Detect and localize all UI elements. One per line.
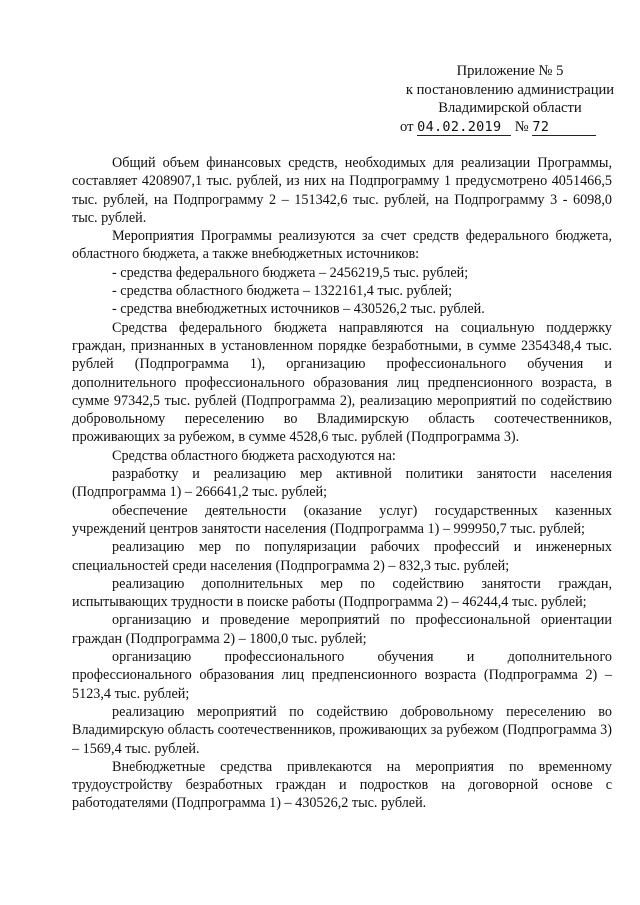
list-item-career-guidance: организацию и проведение мероприятий по профессиональной ориентации граждан (Подпрограмма 2) – 1800,0 тыс. рублей; (72, 612, 612, 647)
list-item-regional: - средства областного бюджета – 1322161,4 тыс. рублей; (112, 283, 453, 300)
paragraph-funding-sources: Мероприятия Программы реализуются за счет средств федерального бюджета, областного бюджета, а также внебюджетных источников: (72, 228, 612, 263)
list-item-preretirement-training: организацию профессионального обучения и дополнительного профессионального образования лиц предпенсионного возраста (Подпрограмма 2) – 5123,4 тыс. рублей; (72, 649, 612, 702)
number-prefix: № (514, 118, 529, 135)
decree-date: 04.02.2019 (417, 120, 511, 136)
paragraph-total-funding: Общий объем финансовых средств, необходимых для реализации Программы, составляет 4208907,1 тыс. рублей, из них на Подпрограмму 1 предусмотрено 4051466,5 тыс. рублей, на Подпрограмму 2 – 151342,6 тыс. рублей, на Подпрограмму 3 - 6098,0 тыс. рублей. (72, 155, 612, 226)
paragraph-extrabudgetary-use: Внебюджетные средства привлекаются на мероприятия по временному трудоустройству безработных граждан и подростков на договорной основе с работодателями (Подпрограмма 1) – 430526,2 тыс. рублей. (72, 758, 612, 812)
appendix-title: Приложение № 5 (456, 63, 564, 79)
decree-number: 72 (532, 120, 596, 136)
list-item-employment-centers: обеспечение деятельности (оказание услуг) государственных казенных учреждений центров занятости населения (Подпрограмма 1) – 999950,7 тыс. рублей; (72, 502, 612, 537)
document-body (72, 154, 612, 813)
appendix-region: Владимирской области (438, 100, 582, 116)
list-item-worker-professions: реализацию мер по популяризации рабочих профессий и инженерных специальностей среди населения (Подпрограмма 2) – 832,3 тыс. рублей; (72, 539, 612, 574)
decree-date-line (400, 118, 620, 137)
paragraph-federal-allocation: Средства федерального бюджета направляются на социальную поддержку граждан, признанных в установленном порядке безработными, в сумме 2354348,4 тыс. рублей (Подпрограмма 1), организацию профессионального обучения и дополнительного профессионального образования лиц предпенсионного возраста, в сумме 97342,5 тыс. рублей (Подпрограмма 2), реализацию мероприятий по содействию добровольному переселению во Владимирскую область соотечественников, проживающих за рубежом, в сумме 4528,6 тыс. рублей (Подпрограмма 3). (72, 319, 612, 446)
list-item-active-policy: разработку и реализацию мер активной политики занятости населения (Подпрограмма 1) – 266641,2 тыс. рублей; (72, 466, 612, 501)
paragraph-regional-intro: Средства областного бюджета расходуются на: (112, 447, 396, 464)
appendix-header (400, 62, 620, 136)
list-item-resettlement: реализацию мероприятий по содействию добровольному переселению во Владимирскую область соотечественников, проживающих за рубежом (Подпрограмма 3) – 1569,4 тыс. рублей. (72, 703, 612, 757)
list-item-additional-measures: реализацию дополнительных мер по содействию занятости граждан, испытывающих трудности в поиске работы (Подпрограмма 2) – 46244,4 тыс. рублей; (72, 575, 612, 611)
list-item-extrabudgetary: - средства внебюджетных источников – 430526,2 тыс. рублей. (112, 301, 485, 318)
list-item-federal: - средства федерального бюджета – 2456219,5 тыс. рублей; (112, 264, 469, 281)
appendix-subtitle: к постановлению администрации (405, 81, 615, 98)
date-prefix: от (400, 118, 414, 135)
